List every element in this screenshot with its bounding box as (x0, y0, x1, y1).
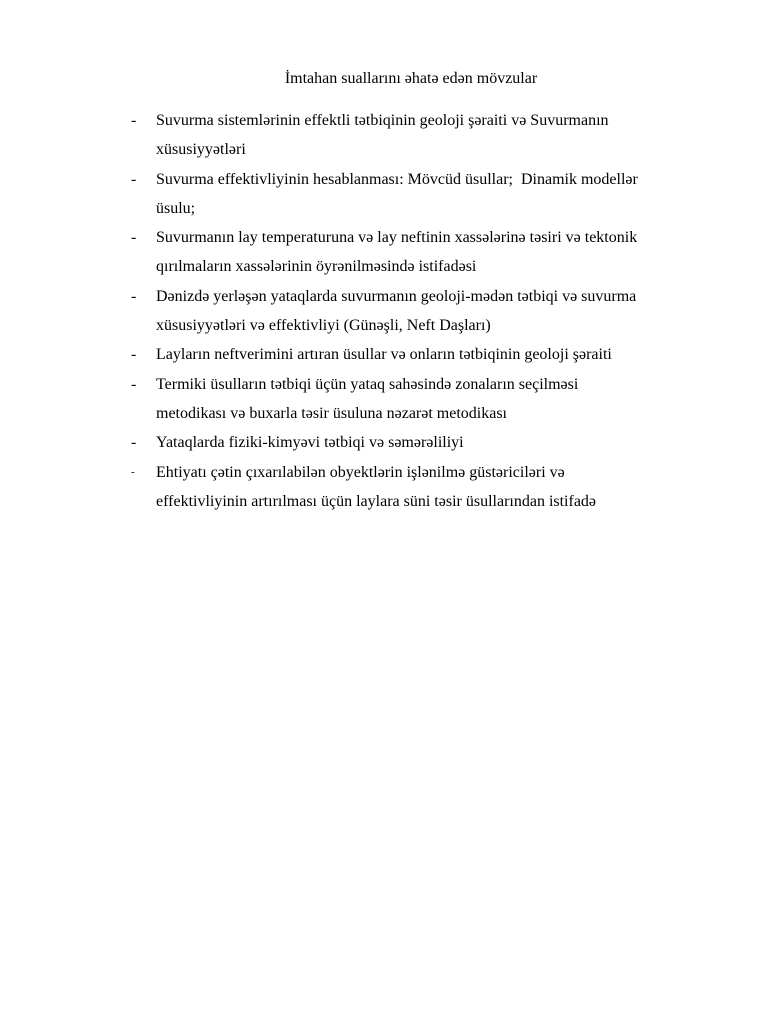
list-item (0, 282, 768, 341)
list-item (0, 106, 768, 165)
list-item-text: Suvurma effektivliyinin hesablanması: Mövcüd üsullar; Dinamik modellər üsulu; (156, 170, 638, 217)
list-item (0, 340, 768, 369)
list-item (0, 370, 768, 429)
list-item-text: Suvurmanın lay temperaturuna və lay neftinin xassələrinə təsiri və tektonik qırılmaların xassələrinin öyrənilməsində istifadəsi (156, 229, 638, 276)
list-marker: - (131, 287, 137, 305)
list-item (0, 223, 768, 282)
document-title: İmtahan suallarını əhatə edən mövzular (284, 70, 538, 87)
list-item-text: Dənizdə yerləşən yataqlarda suvurmanın geoloji-mədən tətbiqi və suvurma xüsusiyyətləri və effektivliyi (Günəşli, Neft Daşları) (156, 287, 637, 335)
list-item-text: Suvurma sistemlərinin effektli tətbiqinin geoloji şəraiti və Suvurmanın xüsusiyyətləri (156, 112, 609, 159)
list-marker: - (131, 170, 137, 188)
topic-list (0, 106, 768, 516)
list-marker: - (131, 434, 137, 452)
list-marker: - (131, 375, 137, 393)
list-marker: - (131, 112, 137, 129)
list-item-text: Layların neftverimini artıran üsullar və onların tətbiqinin geoloji şəraiti (156, 346, 612, 364)
list-marker: - (131, 346, 137, 364)
list-item-text: Termiki üsulların tətbiqi üçün yataq sahəsində zonaların seçilməsi metodikası və buxarla təsir üsuluna nəzarət metodikası (156, 375, 579, 422)
list-item-text: Ehtiyatı çətin çıxarılabilən obyektlərin işlənilmə güstəriciləri və effektivliyinin artırılması üçün laylara süni təsir üsullarından istifadə (156, 463, 597, 510)
list-item (0, 165, 768, 224)
list-marker: - (131, 465, 135, 478)
list-marker: - (131, 229, 137, 247)
list-item-text: Yataqlarda fiziki-kimyəvi tətbiqi və səmərəliliyi (156, 434, 464, 452)
list-item (0, 428, 768, 457)
list-item (0, 458, 768, 517)
